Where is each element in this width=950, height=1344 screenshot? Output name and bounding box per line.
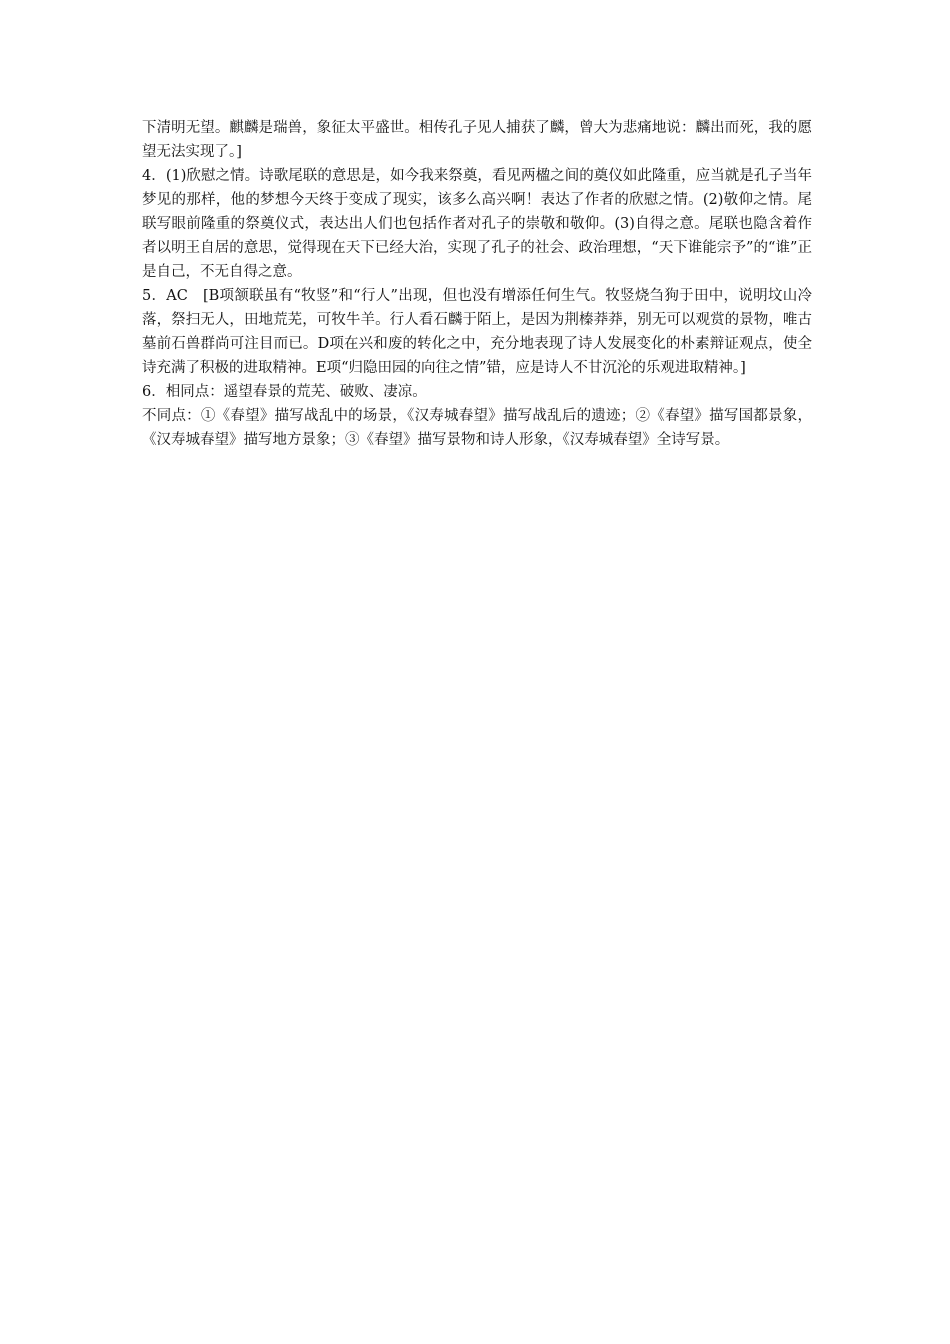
answer-4-paragraph: 4．(1)欣慰之情。诗歌尾联的意思是，如今我来祭奠，看见两楹之间的奠仪如此隆重，应当就是孔子当年梦见的那样，他的梦想今天终于变成了现实，该多么高兴啊！表达了作者的欣慰之情。(2)敬仰之情。尾联写眼前隆重的祭奠仪式，表达出人们也包括作者对孔子的崇敬和敬仰。(3)自得之意。尾联也隐含着作者以明王自居的意思，觉得现在天下已经大治，实现了孔子的社会、政治理想，“天下谁能宗予”的“谁”正是自己，不无自得之意。 — [142, 168, 812, 280]
document-body — [142, 116, 812, 452]
answer-5-paragraph: 5．AC [B项颔联虽有“牧竖”和“行人”出现，但也没有增添任何生气。牧竖烧刍狗于田中，说明坟山冷落，祭扫无人，田地荒芜，可牧牛羊。行人看石麟于陌上，是因为荆榛莽莽，别无可以观赏的景物，唯古墓前石兽群尚可注目而已。D项在兴和废的转化之中，充分地表现了诗人发展变化的朴素辩证观点，使全诗充满了积极的进取精神。E项“归隐田园的向往之情”错，应是诗人不甘沉沦的乐观进取精神。] — [142, 288, 812, 376]
answer-6-difference-paragraph: 不同点：①《春望》描写战乱中的场景，《汉寿城春望》描写战乱后的遗迹；②《春望》描写国都景象，《汉寿城春望》描写地方景象；③《春望》描写景物和诗人形象，《汉寿城春望》全诗写景。 — [142, 408, 812, 448]
answer-6-similarity-paragraph: 6．相同点：遥望春景的荒芜、破败、凄凉。 — [142, 384, 427, 400]
answer-continuation-paragraph: 下清明无望。麒麟是瑞兽，象征太平盛世。相传孔子见人捕获了麟，曾大为悲痛地说：麟出而死，我的愿望无法实现了。] — [142, 120, 812, 160]
